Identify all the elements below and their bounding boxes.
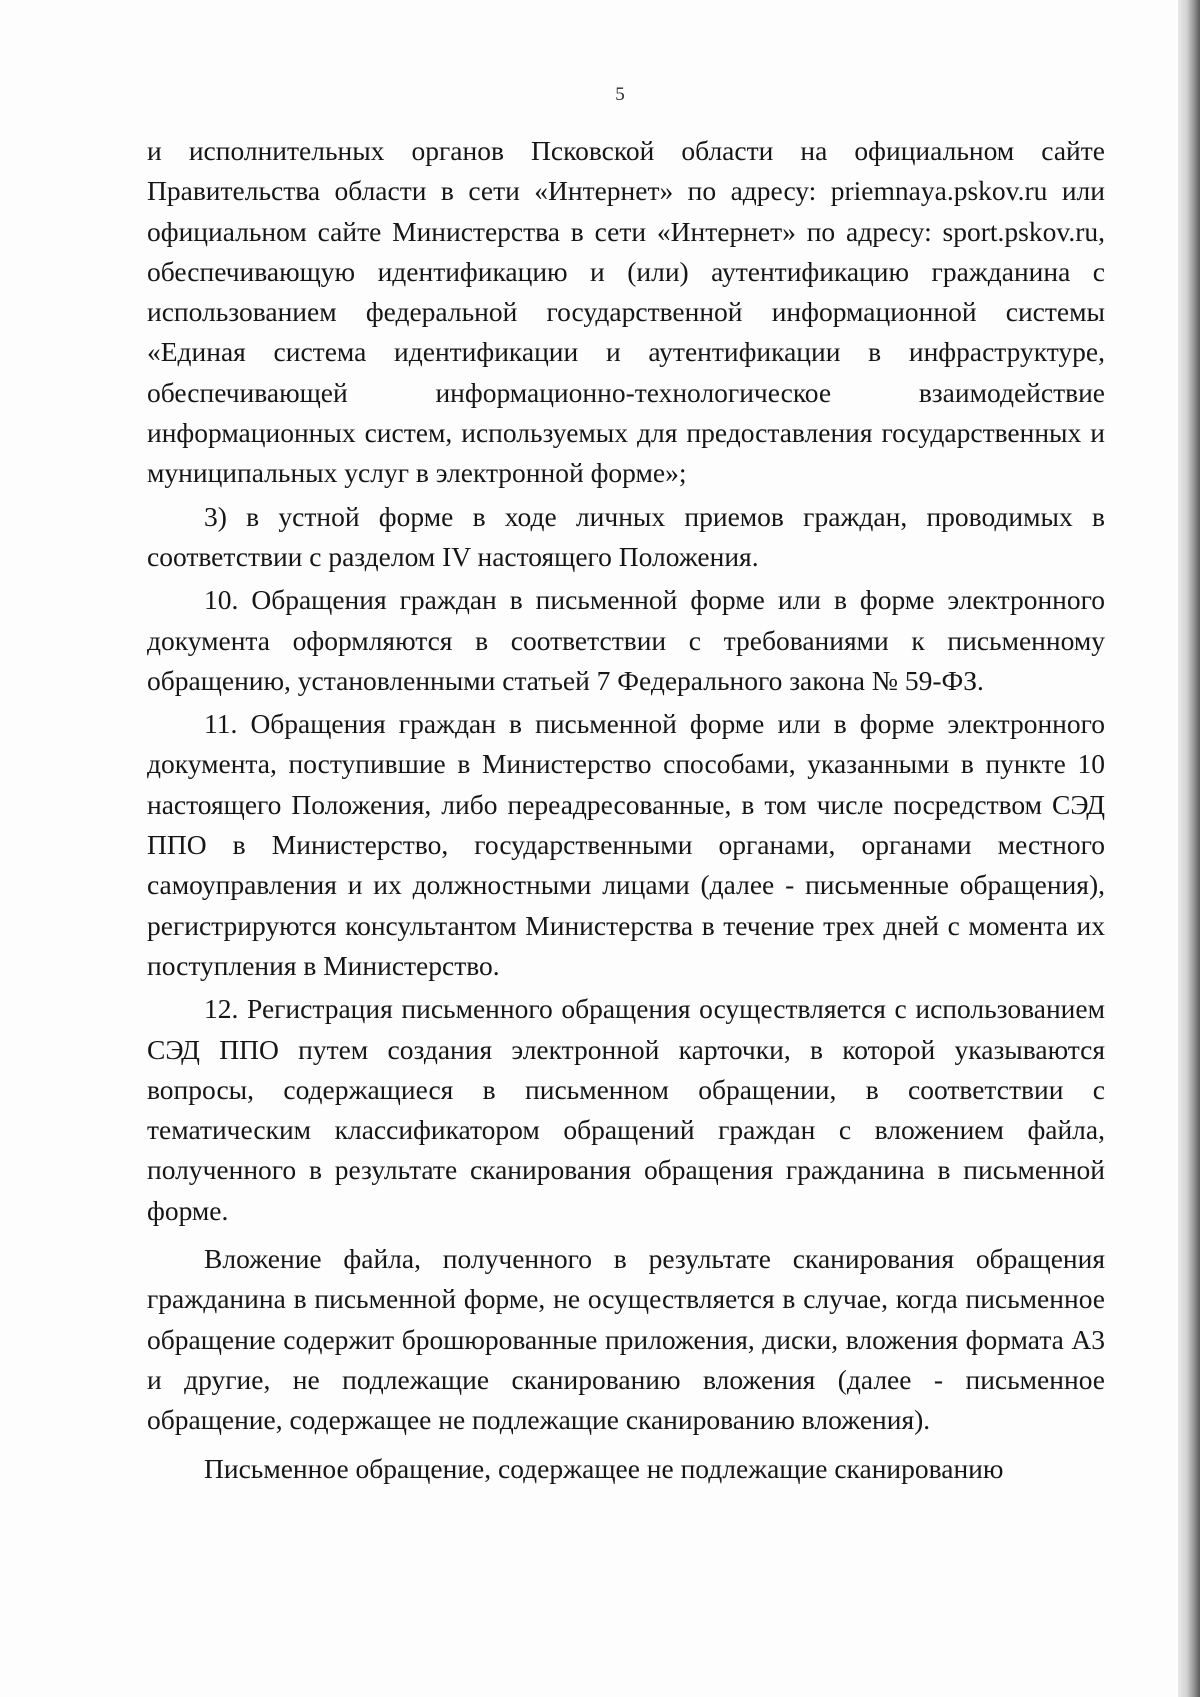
- page-number: 5: [615, 84, 625, 105]
- paragraph-clause-11: 11. Обращения граждан в письменной форме или в форме электронного документа, поступившие в Министерство способами, указанными в пункте 10 настоящего Положения, либо переадресованные, в том числе посредством СЭД ППО в Министерство, государственными органами, органами местного самоуправления и их должностными лицами (далее - письменные обращения), регистрируются консультантом Министерства в течение трех дней с момента их поступления в Министерство.: [147, 708, 1105, 981]
- paragraph-item-3: 3) в устной форме в ходе личных приемов граждан, проводимых в соответствии с разделом IV настоящего Положения.: [147, 500, 1105, 572]
- paragraph-unscannable-start: Письменное обращение, содержащее не подлежащие сканированию: [204, 1452, 1004, 1484]
- document-body: [147, 131, 1105, 1489]
- paragraph-clause-12: 12. Регистрация письменного обращения осуществляется с использованием СЭД ППО путем создания электронной карточки, в которой указываются вопросы, содержащиеся в письменном обращении, в соответствии с тематическим классификатором обращений граждан с вложением файла, полученного в результате сканирования обращения гражданина в письменной форме.: [147, 993, 1105, 1226]
- scan-edge-shadow: [1178, 0, 1200, 1697]
- paragraph-attachment-note: Вложение файла, полученного в результате сканирования обращения гражданина в письменной форме, не осуществляется в случае, когда письменное обращение содержит брошюрованные приложения, диски, вложения формата А3 и другие, не подлежащие сканированию вложения (далее - письменное обращение, содержащее не подлежащие сканированию вложения).: [147, 1243, 1105, 1436]
- paragraph-clause-10: 10. Обращения граждан в письменной форме или в форме электронного документа оформляются в соответствии с требованиями к письменному обращению, установленными статьей 7 Федерального закона № 59-ФЗ.: [147, 584, 1105, 696]
- paragraph-continuation: и исполнительных органов Псковской области на официальном сайте Правительства области в сети «Интернет» по адресу: priemnaya.pskov.ru или официальном сайте Министерства в сети «Интернет» по адресу: sport.pskov.ru, обеспечивающую идентификацию и (или) аутентификацию гражданина с использованием федеральной государственной информационной системы «Единая система идентификации и аутентификации в инфраструктуре, обеспечивающей информационно-технологическое взаимодействие информационных систем, используемых для предоставления государственных и муниципальных услуг в электронной форме»;: [147, 135, 1105, 489]
